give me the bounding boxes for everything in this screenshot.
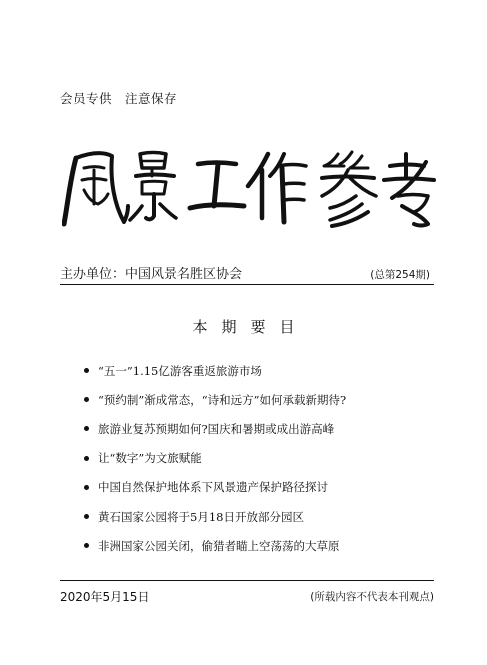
- sponsor-row: [60, 264, 434, 282]
- toc-item-text: 黄石国家公园将于5月18日开放部分园区: [98, 509, 304, 524]
- sponsor-text: 主办单位：中国风景名胜区协会: [60, 267, 243, 282]
- toc-item: [84, 385, 346, 414]
- masthead-char-zuo: [248, 154, 306, 222]
- masthead-char-feng: [64, 153, 128, 224]
- masthead-char-gong: [190, 163, 244, 209]
- toc-item-text: “五一”1.15亿游客重返旅游市场: [98, 363, 262, 378]
- toc-item-text: “预约制”渐成常态，“诗和远方”如何承载新期待?: [98, 392, 347, 407]
- toc-item-text: 中国自然保护地体系下风景遗产保护路径探讨: [98, 480, 328, 495]
- masthead-char-kao: [384, 154, 434, 226]
- disclaimer-text: (所载内容不代表本刊观点): [310, 591, 434, 603]
- masthead-char-can: [322, 152, 376, 226]
- bullet-icon: [84, 368, 89, 373]
- toc-item: [84, 473, 346, 502]
- bullet-icon: [84, 543, 89, 548]
- toc-item-text: 旅游业复苏预期如何?国庆和暑期或成出游高峰: [98, 421, 335, 436]
- toc-item: [84, 502, 346, 531]
- issue-number: (总第254期): [370, 269, 430, 281]
- bottom-divider: [60, 580, 434, 581]
- top-divider: [60, 284, 434, 285]
- toc-item-text: 让“数字”为文旅赋能: [98, 451, 202, 466]
- bullet-icon: [84, 485, 89, 490]
- bullet-icon: [84, 397, 89, 402]
- toc-item: [84, 444, 346, 473]
- bullet-icon: [84, 514, 89, 519]
- publication-date: 2020年5月15日: [60, 590, 150, 604]
- toc-item: [84, 414, 346, 443]
- bullet-icon: [84, 456, 89, 461]
- toc-item-text: 非洲国家公园关闭，偷猎者瞄上空荡荡的大草原: [98, 538, 340, 553]
- toc-item: [84, 531, 346, 560]
- bullet-icon: [84, 426, 89, 431]
- member-notice: 会员专供 注意保存: [60, 91, 178, 106]
- footer-row: [60, 588, 434, 605]
- masthead-calligraphy: [62, 146, 436, 230]
- masthead-char-jing: [130, 153, 176, 221]
- toc-title: 本期要目: [192, 318, 309, 336]
- masthead-logo: [62, 146, 436, 230]
- toc-list: [84, 356, 346, 560]
- toc-item: [84, 356, 346, 385]
